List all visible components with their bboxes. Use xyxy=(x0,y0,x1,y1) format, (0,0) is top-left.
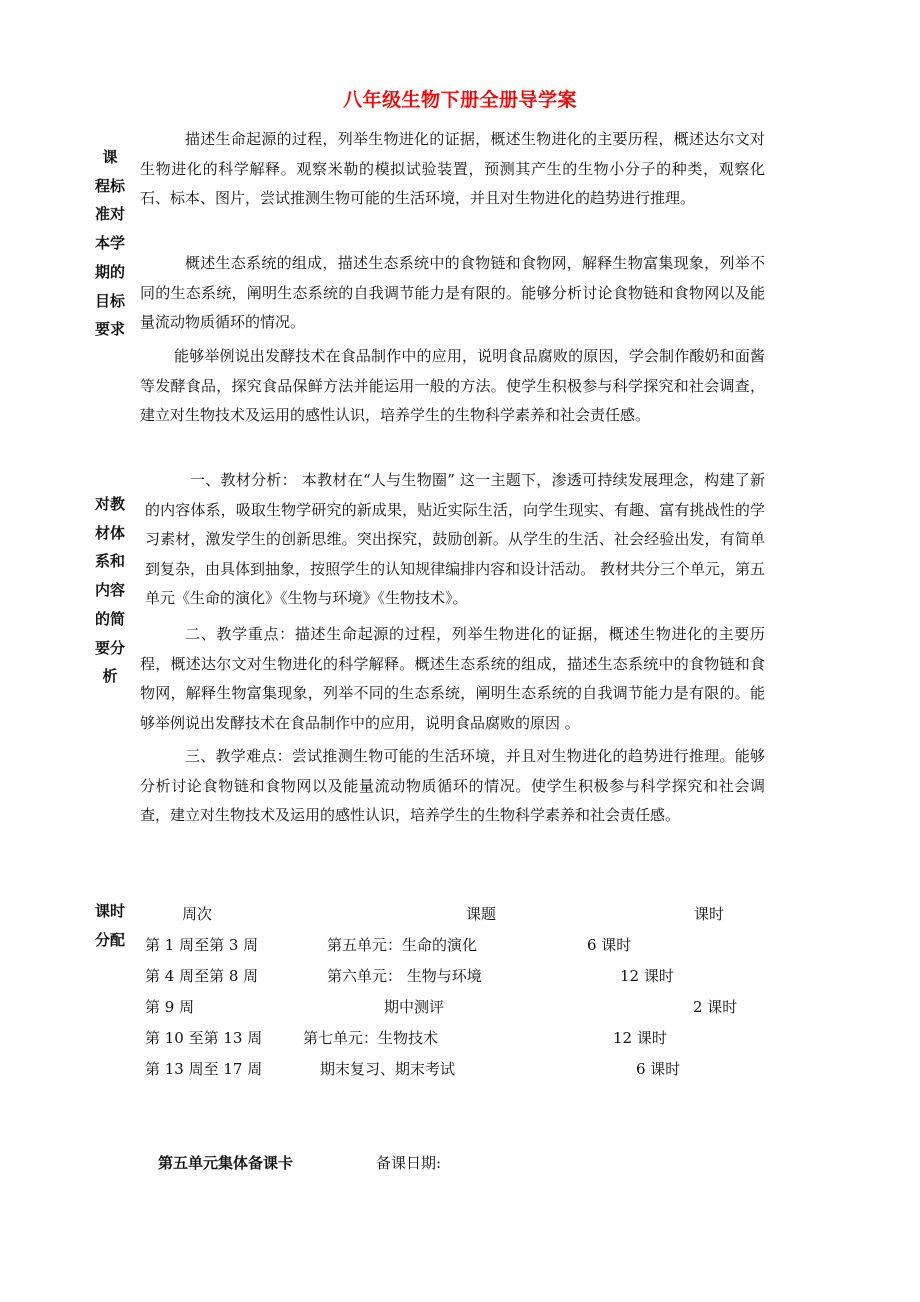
row-hours: 12 课时 xyxy=(613,1029,667,1047)
row-topic: 第七单元：生物技术 xyxy=(303,1029,439,1047)
label-line: 的简 xyxy=(94,609,125,628)
section-label-analysis xyxy=(88,490,132,691)
section-label-schedule xyxy=(88,897,132,954)
row-week: 第 13 周至 17 周 xyxy=(145,1060,263,1078)
row-hours: 6 课时 xyxy=(636,1060,681,1078)
row-topic: 第六单元： 生物与环境 xyxy=(327,967,482,985)
label-line: 本学 xyxy=(94,234,125,253)
label-line: 准对 xyxy=(94,205,125,224)
goal-paragraph-1: 描述生命起源的过程，列举生物进化的证据，概述生物进化的主要历程，概述达尔文对生物进化的科学解释。观察米勒的模拟试验装置，预测其产生的生物小分子的种类，观察化石、标本、图片，尝试推测生物可能的生活环境，并且对生物进化的趋势进行推理。 xyxy=(140,130,765,207)
prep-card-title: 第五单元集体备课卡 xyxy=(158,1154,294,1172)
label-line: 目标 xyxy=(94,291,125,310)
page-title: 八年级生物下册全册导学案 xyxy=(342,89,577,111)
label-line: 系和 xyxy=(94,552,125,571)
label-line: 程标 xyxy=(94,176,125,195)
row-week: 第 4 周至第 8 周 xyxy=(145,967,259,985)
analysis-paragraph-3: 三、教学难点：尝试推测生物可能的生活环境，并且对生物进化的趋势进行推理。能够分析讨论食物链和食物网以及能量流动物质循环的情况。使学生积极参与科学探究和社会调查，建立对生物技术及运用的感性认识，培养学生的生物科学素养和社会责任感。 xyxy=(140,747,765,824)
header-hours: 课时 xyxy=(694,905,725,923)
row-topic: 期中测评 xyxy=(384,998,445,1016)
label-line: 课 xyxy=(102,148,118,166)
header-week: 周次 xyxy=(182,905,213,923)
goal-paragraph-2: 概述生态系统的组成，描述生态系统中的食物链和食物网，解释生物富集现象，列举不同的生态系统，阐明生态系统的自我调节能力是有限的。能够分析讨论食物链和食物网以及能量流动物质循环的情况。 xyxy=(140,254,765,331)
analysis-paragraph-2: 二、教学重点：描述生命起源的过程，列举生物进化的证据，概述生物进化的主要历程，概述达尔文对生物进化的科学解释。概述生态系统的组成，描述生态系统中的食物链和食物网，解释生物富集现象，列举不同的生态系统，阐明生态系统的自我调节能力是有限的。能够举例说出发酵技术在食品制作中的应用，说明食品腐败的原因 。 xyxy=(140,625,765,732)
prep-date-label: 备课日期: xyxy=(376,1154,442,1172)
label-line: 期的 xyxy=(94,262,125,281)
section-label-goals xyxy=(88,143,132,344)
row-week: 第 10 至第 13 周 xyxy=(145,1029,263,1047)
label-line: 析 xyxy=(102,667,118,686)
header-topic: 课题 xyxy=(466,905,497,923)
row-topic: 第五单元：生命的演化 xyxy=(327,936,478,954)
label-line: 要分 xyxy=(94,638,125,657)
row-hours: 12 课时 xyxy=(620,967,674,985)
label-line: 对教 xyxy=(94,495,125,513)
row-week: 第 1 周至第 3 周 xyxy=(145,936,259,954)
row-topic: 期末复习、期末考试 xyxy=(320,1060,456,1078)
label-line: 内容 xyxy=(94,581,125,600)
goal-paragraph-3: 能够举例说出发酵技术在食品制作中的应用，说明食品腐败的原因，学会制作酸奶和面酱等发酵食品，探究食品保鲜方法并能运用一般的方法。使学生积极参与科学探究和社会调查，建立对生物技术及运用的感性认识，培养学生的生物科学素养和社会责任感。 xyxy=(140,347,765,424)
row-week: 第 9 周 xyxy=(145,998,195,1016)
analysis-paragraph-1: 一、教材分析： 本教材在“人与生物圈” 这一主题下，渗透可持续发展理念，构建了新的内容体系，吸取生物学研究的新成果，贴近实际生活，向学生现实、有趣、富有挑战性的学习素材，激发学生的创新思维。突出探究，鼓励创新。从学生的生活、社会经验出发，有简单到复杂，由具体到抽象，按照学生的认知规律编排内容和设计活动。 教材共分三个单元，第五单元《生命的演化》《生物与环境》《生物技术》。 xyxy=(145,471,765,607)
label-line: 要求 xyxy=(94,320,125,339)
row-hours: 6 课时 xyxy=(587,936,632,954)
label-line: 分配 xyxy=(94,930,125,949)
label-line: 课时 xyxy=(94,902,125,920)
row-hours: 2 课时 xyxy=(693,998,738,1016)
label-line: 材体 xyxy=(94,523,125,542)
